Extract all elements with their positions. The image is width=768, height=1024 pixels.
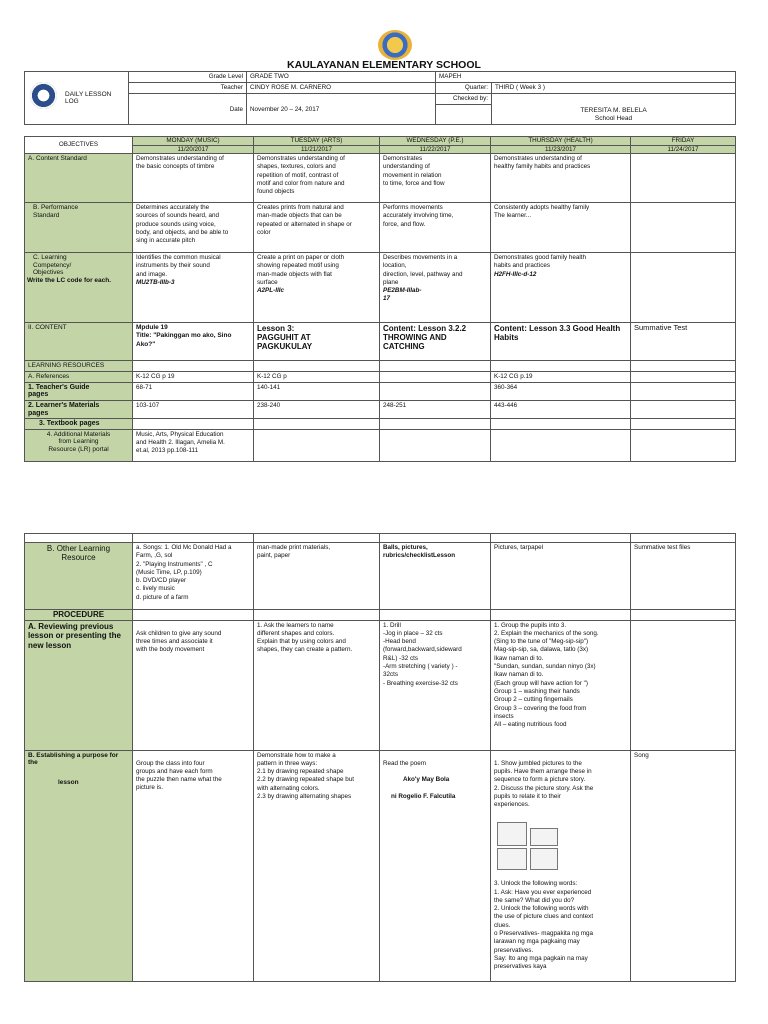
blank-cell [631, 361, 736, 372]
purpose-cell-wed [380, 750, 491, 981]
content-standard-cell [631, 154, 736, 203]
blank-cell [380, 610, 491, 621]
other-resources-cell: a. Songs: 1. Old Mc Donald Had a Farm, ,G, sol 2. "Playing Instruments" , C (Music Time, LP, p.109) b. DVD/CD player c. lively music d. picture of a farm [133, 543, 254, 610]
blank-cell [436, 105, 492, 125]
row-label-review: A. Reviewing previous lesson or presenting the new lesson [25, 620, 133, 750]
blank-cell [491, 610, 631, 621]
row-label-content-standard: A. Content Standard [25, 154, 133, 203]
poem-author: ni Rogelio F. Falcutila [391, 793, 456, 801]
competency-text: Identifies the common musical instruments by their sound and image. [136, 254, 221, 278]
other-resources-cell: Balls, pictures, rubrics/checklistLesson [380, 543, 491, 610]
blank-cell [133, 534, 254, 543]
content-standard-cell: Demonstrates understanding of movement in relation to time, force and flow [380, 154, 491, 203]
content-cell: Content: Lesson 3.3 Good Health Habits [491, 323, 631, 361]
additional-materials-cell [631, 429, 736, 461]
blank-cell [254, 610, 380, 621]
row-label-teachers-guide: 1. Teacher's Guide pages [25, 382, 133, 400]
day-name: TUESDAY (ARTS) [254, 137, 380, 146]
quarter-label: Quarter: [436, 83, 492, 94]
competency-note: Write the LC code for each. [27, 276, 112, 284]
lm-pages-cell: 248-251 [380, 401, 491, 419]
competency-cell [133, 253, 254, 323]
tg-pages-cell: 140-141 [254, 382, 380, 400]
poem-intro: Read the poem [383, 759, 427, 767]
performance-standard-cell: Performs movements accurately involving time, force, and flow. [380, 203, 491, 253]
lesson-table-1 [24, 136, 736, 462]
content-standard-cell: Demonstrates understanding of healthy family habits and practices [491, 154, 631, 203]
tg-pages-cell: 360-364 [491, 382, 631, 400]
competency-text: Demonstrates good family health habits and practices [494, 254, 587, 270]
day-name: WEDNESDAY (P.E.) [380, 137, 491, 146]
blank-cell [491, 361, 631, 372]
day-date: 11/23/2017 [491, 145, 631, 154]
blank-cell [380, 534, 491, 543]
row-label-additional-materials: 4. Additional Materials from Learning Resource (LR) portal [25, 429, 133, 461]
competency-text: Describes movements in a location, direction, level, pathway and plane [383, 254, 463, 286]
review-cell: 1. Group the pupils into 3. 2. Explain the mechanics of the song. (Sing to the tune of "Meg-sip-sip") Mag-sip-sip, sa, dalawa, tatlo (3x) Ikaw naman di to. "Sundan, sundan, sundan ninyo (3x) Ikaw naman di to. (Each group will have action for ") Group 1 – washing their hands Group 2 – cutting fingernails Group 3 – covering the food from insects All – eating nutritious food [491, 620, 631, 750]
purpose-thu-bottom: 3. Unlock the following words: 1. Ask: Have you ever experienced the same? What did you do? 2. Unlock the following words with the use of picture clues and context clues. o Preservatives- magpakita ng mga larawan ng mga pagkaing may preservatives. Say: Ito ang mga pagkain na may preservatives kaya [494, 880, 594, 971]
additional-materials-cell [254, 429, 380, 461]
blank-cell [254, 361, 380, 372]
lm-pages-cell [631, 401, 736, 419]
performance-standard-cell: Creates prints from natural and man-made objects that can be repeated or alternated in shape or color [254, 203, 380, 253]
competency-cell [254, 253, 380, 323]
blank-cell [631, 610, 736, 621]
textbook-cell [254, 419, 380, 430]
row-label-content: II. CONTENT [25, 323, 133, 361]
row-label-other-resources: B. Other Learning Resource [25, 543, 133, 610]
tg-pages-cell: 68-71 [133, 382, 254, 400]
purpose-cell-thu [491, 750, 631, 981]
content-standard-cell: Demonstrates understanding of shapes, textures, colors and repetition of motif, contrast of motif and color from nature and found objects [254, 154, 380, 203]
references-cell: K-12 CG p [254, 371, 380, 382]
row-label-procedure: PROCEDURE [25, 610, 133, 621]
lm-pages-cell: 103-107 [133, 401, 254, 419]
date-label: Date [129, 94, 247, 125]
lc-code: H2FH-IIIc-d-12 [494, 270, 537, 278]
day-name: MONDAY (MUSIC) [133, 137, 254, 146]
competency-text: Create a print on paper or cloth showing repeated motif using man-made objects with flat surface [257, 254, 345, 286]
picture-card-icon [530, 828, 558, 846]
row-label-purpose [25, 750, 133, 981]
checked-by-label: Checked by: [436, 94, 492, 105]
performance-standard-cell [631, 203, 736, 253]
content-standard-cell: Demonstrates understanding of the basic concepts of timbre [133, 154, 254, 203]
lc-code: PE2BM-IIIab- 17 [383, 287, 422, 303]
competency-cell [380, 253, 491, 323]
references-cell: K-12 CG p 19 [133, 371, 254, 382]
quarter: THIRD ( Week 3 ) [492, 83, 736, 94]
checker-block [492, 94, 736, 125]
content-cell: Mpdule 19 Title: "Pakinggan mo ako, Sino Ako?" [133, 323, 254, 361]
purpose-label-2: lesson [58, 778, 79, 786]
poem-title: Ako'y May Bola [403, 776, 450, 784]
objectives-header: OBJECTIVES [25, 137, 133, 154]
row-label-resources: LEARNING RESOURCES [25, 361, 133, 372]
purpose-label: B. Establishing a purpose for the [28, 751, 119, 767]
deped-seal-icon [378, 30, 412, 60]
additional-materials-cell [491, 429, 631, 461]
day-name: THURSDAY (HEALTH) [491, 137, 631, 146]
subject: MAPEH [436, 72, 736, 83]
day-date: 11/20/2017 [133, 145, 254, 154]
blank-cell [133, 610, 254, 621]
review-cell: 1. Ask the learners to name different shapes and colors. Explain that by using colors and shapes, they can create a pattern. [254, 620, 380, 750]
tg-pages-cell [380, 382, 491, 400]
row-label-performance-standard: B. Performance Standard [25, 203, 133, 253]
lc-code: A2PL-IIIc [257, 287, 284, 295]
blank-cell [491, 534, 631, 543]
purpose-cell-tue: Demonstrate how to make a pattern in three ways: 2.1 by drawing repeated shape 2.2 by drawing repeated shape but with alternating colors. 2.3 by drawing alternating shapes [254, 750, 380, 981]
purpose-cell-fri: Song [631, 750, 736, 981]
jumbled-pictures [494, 818, 627, 872]
day-date: 11/21/2017 [254, 145, 380, 154]
additional-materials-cell: Music, Arts, Physical Education and Health 2. Illagan, Amelia M. et.al, 2013 pp.108-111 [133, 429, 254, 461]
purpose-thu-top: 1. Show jumbled pictures to the pupils. Have them arrange these in sequence to form a picture story. 2. Discuss the picture story. Ask the pupils to relate it to their experiences. [494, 759, 594, 809]
textbook-cell [491, 419, 631, 430]
blank-cell [380, 361, 491, 372]
row-label-textbook: 3. Textbook pages [25, 419, 133, 430]
picture-card-icon [497, 848, 527, 870]
references-cell [631, 371, 736, 382]
lm-pages-cell: 443-446 [491, 401, 631, 419]
day-name: FRIDAY [631, 137, 736, 146]
blank-cell [25, 534, 133, 543]
day-date: 11/22/2017 [380, 145, 491, 154]
other-resources-cell: Pictures, tarpapel [491, 543, 631, 610]
references-cell [380, 371, 491, 382]
review-cell [631, 620, 736, 750]
row-label-references: A. References [25, 371, 133, 382]
competency-cell [491, 253, 631, 323]
row-label-competency [25, 253, 133, 323]
textbook-cell [631, 419, 736, 430]
textbook-cell [133, 419, 254, 430]
tg-pages-cell [631, 382, 736, 400]
performance-standard-cell: Determines accurately the sources of sounds heard, and produce sounds using voice, body, and objects, and be able to sing in accurate pitch [133, 203, 254, 253]
performance-standard-cell: Consistently adopts healthy family The learner... [491, 203, 631, 253]
competency-cell [631, 253, 736, 323]
info-table [24, 71, 736, 125]
lc-code: MU2TB-IIIb-3 [136, 278, 175, 286]
lesson-table-2 [24, 533, 736, 982]
review-cell: 1. Drill -Jog in place – 32 cts -Head bend (forward,backward,sideward R&L) -32 cts -Arm stretching ( variety ) - 32cts - Breathing exercise-32 cts [380, 620, 491, 750]
picture-card-icon [530, 848, 558, 870]
teacher-label: Teacher [129, 83, 247, 94]
references-cell: K-12 CG p.19 [491, 371, 631, 382]
lm-pages-cell: 238-240 [254, 401, 380, 419]
content-cell: Lesson 3: PAGGUHIT AT PAGKUKULAY [254, 323, 380, 361]
grade-level: GRADE TWO [247, 72, 436, 83]
grade-level-label: Grade Level [129, 72, 247, 83]
textbook-cell [380, 419, 491, 430]
blank-cell [133, 361, 254, 372]
content-cell: Summative Test [631, 323, 736, 361]
other-resources-cell: Summative test files [631, 543, 736, 610]
picture-card-icon [497, 822, 527, 846]
additional-materials-cell [380, 429, 491, 461]
competency-label: C. Learning Competency/ Objectives [33, 254, 72, 277]
blank-cell [631, 534, 736, 543]
purpose-cell-mon: Group the class into four groups and have each form the puzzle then name what the picture is. [133, 750, 254, 981]
checker-title: School Head [594, 115, 633, 122]
teacher-name: CINDY ROSE M. CARNERO [247, 83, 436, 94]
blank-cell [254, 534, 380, 543]
content-cell: Content: Lesson 3.2.2 THROWING AND CATCHING [380, 323, 491, 361]
doc-title: DAILY LESSON LOG [25, 72, 129, 125]
other-resources-cell: man-made print materials, paint, paper [254, 543, 380, 610]
review-cell: Ask children to give any sound three times and associate it with the body movement [133, 620, 254, 750]
row-label-learners-materials: 2. Learner's Materials pages [25, 401, 133, 419]
day-date: 11/24/2017 [631, 145, 736, 154]
date-value: November 20 – 24, 2017 [247, 94, 436, 125]
checker-name: TERESITA M. BELELA [580, 107, 647, 114]
school-name: KAULAYANAN ELEMENTARY SCHOOL [287, 59, 481, 71]
